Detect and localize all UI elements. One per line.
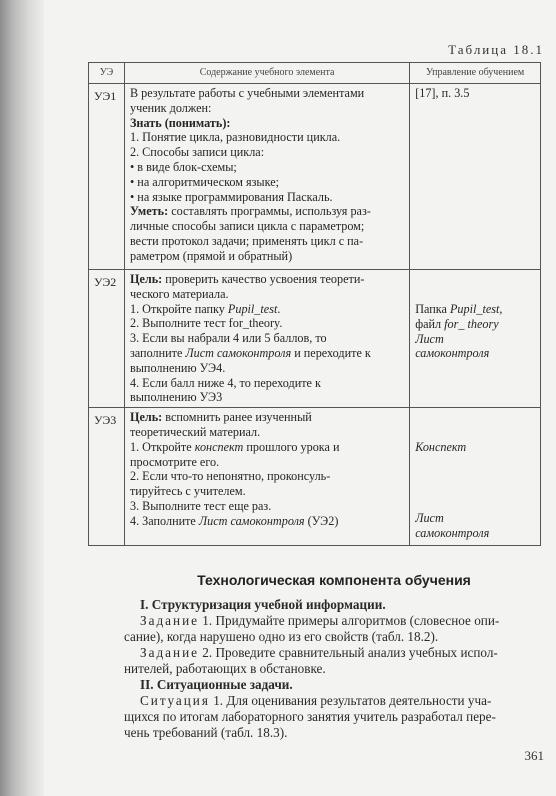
italic-text: Лист самоконтроля (198, 513, 305, 528)
italic-text: Лист самоконтроля (185, 345, 292, 360)
row-ue-label: УЭ2 (89, 270, 125, 408)
situation-1 (124, 693, 554, 709)
table-row (89, 270, 541, 408)
bold-heading: I. Структуризация учебной информации. (140, 597, 386, 612)
spacer (415, 455, 535, 511)
content-text: . (277, 301, 281, 316)
row-control (410, 408, 541, 546)
control-text: , (499, 302, 503, 316)
content-line: В результате работы с учебными элементами (129, 86, 365, 100)
task-2 (124, 645, 554, 661)
content-line (130, 302, 404, 317)
header-control: Управление обучением (410, 63, 541, 84)
table-header-row (89, 63, 541, 84)
row-ue-label: УЭ3 (89, 408, 125, 546)
content-line (130, 440, 404, 455)
content-text: 1. Откройте (129, 439, 195, 454)
content-text: вспомнить ранее изученный (162, 410, 312, 425)
bold-heading: II. Ситуационные задачи. (140, 677, 293, 692)
control-text: Папка (415, 302, 450, 316)
situation-text: 1. Для оценивания результатов деятельности уча- (209, 693, 492, 708)
control-ref: самоконтроля (415, 346, 490, 361)
content-text: 4. Заполните (129, 513, 199, 528)
row-content (124, 84, 409, 270)
page-number: 361 (524, 748, 544, 763)
task-label: Задание (140, 613, 199, 628)
book-page (44, 0, 556, 796)
italic-text: Pupil_test (449, 302, 500, 316)
control-ref (415, 317, 535, 332)
task-1 (124, 613, 554, 629)
table-caption: Таблица 18.1 (448, 42, 544, 57)
header-ue: УЭ (89, 63, 125, 84)
control-ref (415, 302, 535, 317)
control-ref: Конспект (415, 440, 467, 455)
content-line: 2. Если что-то непонятно, проконсуль- (129, 469, 331, 484)
section-title: Технологическая компонента обучения (197, 572, 471, 588)
control-ref: Лист (415, 510, 444, 525)
italic-text: Pupil_test (227, 301, 278, 316)
content-line: ученик должен: (129, 100, 212, 115)
content-line: ческого материала. (129, 286, 229, 301)
content-line: 2. Выполните тест for_theory. (129, 316, 283, 331)
content-text: заполните (129, 345, 186, 360)
task-2-continued: нителей, работающих в обстановке. (124, 661, 326, 676)
content-text: прошлого урока и (243, 439, 340, 454)
content-line: 3. Выполните тест еще раз. (129, 498, 272, 513)
body-text (124, 597, 554, 741)
content-line: просмотрите его. (129, 454, 220, 469)
bold-label: Цель: (129, 410, 163, 425)
content-line: • на алгоритмическом языке; (129, 174, 280, 189)
content-line (130, 204, 404, 219)
content-line: 4. Если балл ниже 4, то переходите к (129, 375, 321, 390)
content-line: вести протокол задачи; применять цикл с па- (129, 233, 364, 248)
content-line (130, 272, 404, 287)
control-ref: Лист (415, 331, 444, 346)
content-text: (УЭ2) (304, 513, 339, 528)
task-label: Задание (140, 645, 199, 660)
content-line: • в виде блок-схемы; (129, 159, 237, 174)
content-line: • на языке программирования Паскаль. (129, 189, 333, 204)
content-line: теоретический материал. (129, 424, 261, 439)
content-line: тируйтесь с учителем. (129, 484, 246, 499)
content-line: выполнению УЭ3 (129, 390, 223, 405)
bold-label: Цель: (129, 272, 163, 286)
content-line (130, 514, 404, 529)
book-spine-shadow (0, 0, 44, 796)
task-1-continued: сание), когда нарушено одно из его свойств (табл. 18.2). (124, 629, 439, 644)
row-control (410, 84, 541, 270)
content-line: 2. Способы записи цикла: (129, 145, 265, 160)
table-row (89, 84, 541, 270)
italic-text: конспект (194, 439, 244, 454)
bold-label: Уметь: (129, 204, 169, 219)
control-ref: [17], п. 3.5 (415, 86, 470, 100)
content-line: выполнению УЭ4. (129, 360, 226, 375)
content-line: 1. Понятие цикла, разновидности цикла. (129, 130, 341, 145)
heading-structuring (124, 597, 554, 613)
header-content: Содержание учебного элемента (124, 63, 409, 84)
learning-elements-table (88, 62, 541, 546)
bold-label: Знать (понимать): (129, 115, 231, 130)
content-text: 1. Откройте папку (129, 301, 228, 316)
italic-text: for_ theory (444, 316, 499, 331)
content-text: составлять программы, используя раз- (168, 204, 371, 219)
task-text: 2. Проведите сравнительный анализ учебных испол- (199, 645, 498, 660)
row-content (124, 408, 409, 546)
row-control (410, 270, 541, 408)
content-line: раметром (прямой и обратный) (129, 248, 293, 263)
situation-label: Ситуация (140, 693, 210, 708)
content-line (130, 410, 404, 425)
content-line (130, 116, 404, 131)
content-text: и переходите к (291, 345, 371, 360)
table-row (89, 408, 541, 546)
content-text: проверить качество усвоения теорети- (162, 272, 365, 286)
control-text: файл (415, 316, 445, 331)
row-ue-label: УЭ1 (89, 84, 125, 270)
row-content (124, 270, 409, 408)
content-line: 3. Если вы набрали 4 или 5 баллов, то (129, 331, 327, 346)
task-text: 1. Придумайте примеры алгоритмов (словесное опи- (199, 613, 500, 628)
heading-situations (124, 677, 554, 693)
control-ref: самоконтроля (415, 525, 490, 540)
content-line: личные способы записи цикла с параметром; (129, 219, 365, 234)
situation-1-continued: чень требований (табл. 18.3). (124, 725, 288, 740)
content-line (130, 346, 404, 361)
situation-1-continued: щихся по итогам лабораторного занятия учитель разработал пере- (124, 709, 496, 724)
